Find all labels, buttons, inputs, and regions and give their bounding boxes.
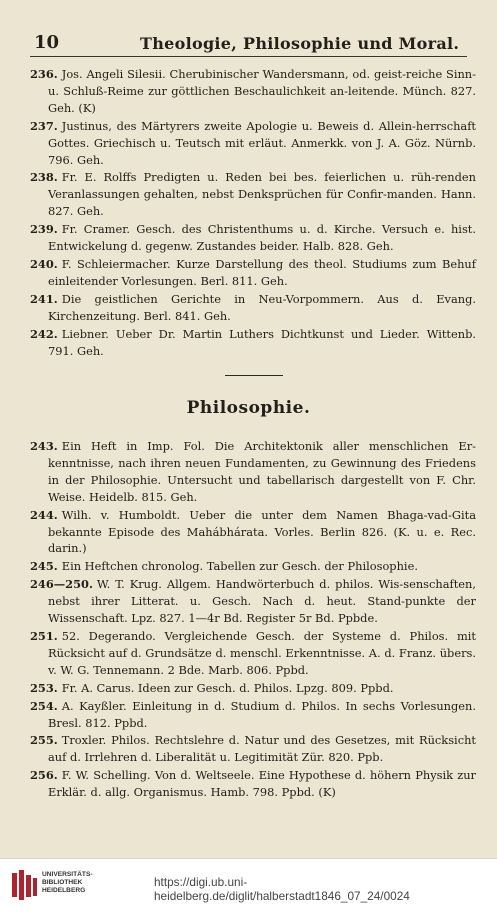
catalog-entry [30,326,476,360]
entry-number: 239. [30,222,58,237]
running-title: Theologie, Philosophie und Moral. [140,34,460,53]
catalog-entry [30,558,476,575]
theology-entry-list [30,66,476,360]
entry-text: A. Kayßler. Einleitung in d. Studium d. Philos. In sechs Vorlesungen. Bresl. 812. Ppbd. [48,698,476,730]
catalog-entry [30,507,476,558]
viewer-footer [0,858,497,913]
entry-text: 52. Degerando. Vergleichende Gesch. der Systeme d. Philos. mit Rücksicht auf d. Grundsätze d. menschl. Erkenntnisse. A. d. Franz. übers. v. W. G. Tennemann. 2 Bde. Marb. 806. Ppbd. [48,628,476,677]
entry-text: Ein Heft in Imp. Fol. Die Architektonik aller menschlichen Er-kenntnisse, nach ihren neuen Fundamenten, zu Gewinnung des Friedens in der Philosophie. Untersucht und tabellarisch dargestellt von F. Chr. Weise. Heidelb. 815. Geh. [48,439,476,504]
entry-number: 254. [30,698,58,713]
catalog-entry [30,767,476,801]
entry-text: Ein Heftchen chronolog. Tabellen zur Gesch. der Philosophie. [61,559,418,574]
page-number: 10 [34,32,60,53]
catalog-entry [30,256,476,290]
catalog-entry [30,66,476,117]
entry-text: Troxler. Philos. Rechtslehre d. Natur und des Gesetzes, mit Rücksicht auf d. Irrlehren d. Liberalität u. Legitimität Zür. 820. Ppb. [48,733,476,765]
entry-number: 256. [30,768,58,783]
catalog-entry [30,291,476,325]
entry-text: W. T. Krug. Allgem. Handwörterbuch d. philos. Wis-senschaften, nebst ihrer Litterat. u. Gesch. Nach d. heut. Stand-punkte der Wissenschaft. Lpz. 827. 1—4r Bd. Register 5r Bd. Ppbde. [48,577,476,626]
entry-text: Jos. Angeli Silesii. Cherubinischer Wandersmann, od. geist-reiche Sinn- u. Schluß-Reime zur göttlichen Beschaulichkeit an-leitende. Münch. 827. Geh. (K) [48,67,476,115]
entry-number: 244. [30,507,58,522]
entry-text: Liebner. Ueber Dr. Martin Luthers Dichtkunst und Lieder. Wittenb. 791. Geh. [48,326,476,358]
entry-number: 240. [30,256,58,271]
entry-number: 245. [30,559,58,574]
catalog-entry [30,118,476,169]
university-library-logo-icon [8,868,44,904]
entry-number: 255. [30,733,58,748]
entry-text: Die geistlichen Gerichte in Neu-Vorpommern. Aus d. Evang. Kirchenzeitung. Berl. 841. Geh. [48,291,476,323]
entry-number: 242. [30,326,58,341]
catalog-entry [30,438,476,506]
page-header [30,30,467,57]
entry-number: 237. [30,118,58,133]
catalog-entry [30,169,476,220]
entry-text: Justinus, des Märtyrers zweite Apologie u. Beweis d. Allein-herrschaft Gottes. Griechisch u. Teutsch mit erläut. Anmerkk. von J. A. Göz. Nürnb. 796. Geh. [48,118,476,167]
entry-number: 251. [30,628,58,643]
section-divider [225,375,283,376]
entry-number: 238. [30,170,58,185]
philosophy-entry-list [30,438,476,802]
entry-number: 236. [30,67,58,81]
entry-text: F. Schleiermacher. Kurze Darstellung des theol. Studiums zum Behuf einleitender Vorlesungen. Berl. 811. Geh. [48,256,476,288]
section-title: Philosophie. [186,398,311,418]
entry-number: 241. [30,291,58,306]
catalog-entry [30,680,476,697]
library-name: UNIVERSITÄTS-BIBLIOTHEK HEIDELBERG [42,871,93,894]
catalog-entry [30,221,476,255]
entry-text: Fr. A. Carus. Ideen zur Gesch. d. Philos. Lpzg. 809. Ppbd. [61,680,394,695]
entry-text: F. W. Schelling. Von d. Weltseele. Eine Hypothese d. höhern Physik zur Erklär. d. allg. Organismus. Hamb. 798. Ppbd. (K) [48,768,476,800]
entry-number: 253. [30,680,58,695]
entry-text: Fr. E. Rolffs Predigten u. Reden bei bes. feierlichen u. rüh-renden Veranlassungen gehalten, nebst Denksprüchen für Confir-manden. Hann. 827. Geh. [48,170,476,219]
catalog-entry [30,576,476,627]
permalink-url[interactable]: https://digi.ub.uni-heidelberg.de/diglit/halberstadt1846_07_24/0024 [154,875,410,903]
catalog-entry [30,628,476,679]
entry-number: 246—250. [30,577,93,592]
entry-text: Wilh. v. Humboldt. Ueber die unter dem Namen Bhaga-vad-Gita bekannte Episode des Mahábhárata. Vorles. Berlin 826. (K. u. e. Rec. darin.) [48,507,476,556]
catalog-entry [30,698,476,732]
catalog-entry [30,732,476,766]
entry-text: Fr. Cramer. Gesch. des Christenthums u. d. Kirche. Versuch e. hist. Entwickelung d. gegenw. Zustandes beider. Halb. 828. Geh. [48,222,476,254]
entry-number: 243. [30,439,58,453]
